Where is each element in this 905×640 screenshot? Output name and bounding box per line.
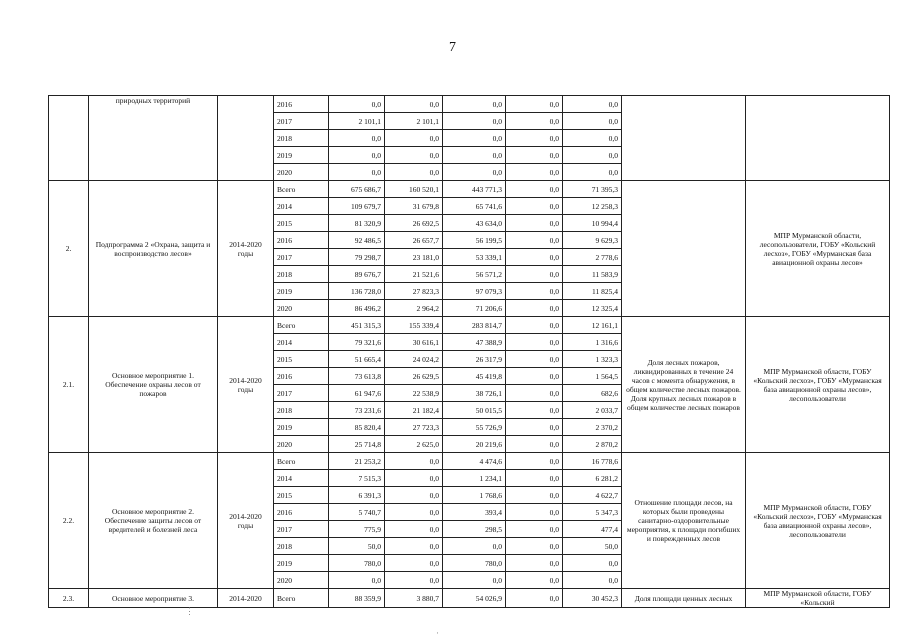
value-cell: 780,0 bbox=[329, 555, 385, 572]
scan-mark: · bbox=[436, 628, 439, 638]
value-cell: 0,0 bbox=[443, 96, 506, 113]
value-cell: 10 994,4 bbox=[563, 215, 622, 232]
value-cell: 27 823,3 bbox=[385, 283, 443, 300]
value-cell: 0,0 bbox=[506, 317, 563, 334]
value-cell: 0,0 bbox=[443, 113, 506, 130]
item-number: 2.3. bbox=[49, 589, 89, 608]
row-label: 2020 bbox=[274, 300, 329, 317]
item-period bbox=[218, 96, 274, 181]
row-label: 2017 bbox=[274, 521, 329, 538]
value-cell: 27 723,3 bbox=[385, 419, 443, 436]
value-cell: 5 740,7 bbox=[329, 504, 385, 521]
value-cell: 0,0 bbox=[385, 453, 443, 470]
row-label: Всего bbox=[274, 589, 329, 608]
item-title: природных территорий bbox=[89, 96, 218, 181]
value-cell: 0,0 bbox=[506, 487, 563, 504]
item-number: 2. bbox=[49, 181, 89, 317]
value-cell: 30 616,1 bbox=[385, 334, 443, 351]
value-cell: 2 101,1 bbox=[385, 113, 443, 130]
value-cell: 298,5 bbox=[443, 521, 506, 538]
value-cell: 2 101,1 bbox=[329, 113, 385, 130]
row-label: 2020 bbox=[274, 572, 329, 589]
value-cell: 0,0 bbox=[506, 283, 563, 300]
table-row bbox=[49, 181, 890, 198]
value-cell: 443 771,3 bbox=[443, 181, 506, 198]
value-cell: 0,0 bbox=[506, 385, 563, 402]
row-label: 2015 bbox=[274, 215, 329, 232]
value-cell: 0,0 bbox=[563, 555, 622, 572]
value-cell: 79 298,7 bbox=[329, 249, 385, 266]
value-cell: 25 714,8 bbox=[329, 436, 385, 453]
value-cell: 6 391,3 bbox=[329, 487, 385, 504]
value-cell: 21 521,6 bbox=[385, 266, 443, 283]
value-cell: 12 325,4 bbox=[563, 300, 622, 317]
value-cell: 0,0 bbox=[506, 589, 563, 608]
value-cell: 0,0 bbox=[506, 504, 563, 521]
value-cell: 97 079,3 bbox=[443, 283, 506, 300]
value-cell: 56 199,5 bbox=[443, 232, 506, 249]
value-cell: 38 726,1 bbox=[443, 385, 506, 402]
value-cell: 11 583,9 bbox=[563, 266, 622, 283]
value-cell: 2 370,2 bbox=[563, 419, 622, 436]
value-cell: 55 726,9 bbox=[443, 419, 506, 436]
value-cell: 6 281,2 bbox=[563, 470, 622, 487]
value-cell: 0,0 bbox=[506, 453, 563, 470]
value-cell: 1 323,3 bbox=[563, 351, 622, 368]
value-cell: 16 778,6 bbox=[563, 453, 622, 470]
value-cell: 775,9 bbox=[329, 521, 385, 538]
value-cell: 451 315,3 bbox=[329, 317, 385, 334]
value-cell: 71 395,3 bbox=[563, 181, 622, 198]
value-cell: 88 359,9 bbox=[329, 589, 385, 608]
value-cell: 477,4 bbox=[563, 521, 622, 538]
row-label: 2017 bbox=[274, 113, 329, 130]
value-cell: 0,0 bbox=[385, 470, 443, 487]
value-cell: 0,0 bbox=[506, 402, 563, 419]
value-cell: 0,0 bbox=[506, 470, 563, 487]
value-cell: 4 474,6 bbox=[443, 453, 506, 470]
value-cell: 54 026,9 bbox=[443, 589, 506, 608]
value-cell: 43 634,0 bbox=[443, 215, 506, 232]
table-row bbox=[49, 96, 890, 113]
row-label: 2016 bbox=[274, 232, 329, 249]
value-cell: 1 768,6 bbox=[443, 487, 506, 504]
value-cell: 89 676,7 bbox=[329, 266, 385, 283]
value-cell: 45 419,8 bbox=[443, 368, 506, 385]
item-title: Основное мероприятие 2. Обеспечение защиты лесов от вредителей и болезней леса bbox=[89, 453, 218, 589]
value-cell: 0,0 bbox=[443, 164, 506, 181]
value-cell: 0,0 bbox=[329, 96, 385, 113]
item-title: Основное мероприятие 1. Обеспечение охраны лесов от пожаров bbox=[89, 317, 218, 453]
row-label: 2017 bbox=[274, 385, 329, 402]
value-cell: 0,0 bbox=[506, 555, 563, 572]
table-row bbox=[49, 453, 890, 470]
value-cell: 26 657,7 bbox=[385, 232, 443, 249]
value-cell: 12 258,3 bbox=[563, 198, 622, 215]
value-cell: 0,0 bbox=[385, 521, 443, 538]
item-period: 2014-2020 годы bbox=[218, 317, 274, 453]
value-cell: 160 520,1 bbox=[385, 181, 443, 198]
value-cell: 0,0 bbox=[443, 538, 506, 555]
row-label: Всего bbox=[274, 317, 329, 334]
row-label: 2016 bbox=[274, 504, 329, 521]
value-cell: 0,0 bbox=[563, 113, 622, 130]
value-cell: 682,6 bbox=[563, 385, 622, 402]
value-cell: 73 613,8 bbox=[329, 368, 385, 385]
scan-mark: ⋮ bbox=[185, 606, 194, 616]
item-indicator: Отношение площади лесов, на которых были проведены санитарно-оздоровительные мероприятия, к площади погибших и поврежденных лесов bbox=[622, 453, 746, 589]
item-period: 2014-2020 bbox=[218, 589, 274, 608]
value-cell: 0,0 bbox=[563, 147, 622, 164]
value-cell: 3 880,7 bbox=[385, 589, 443, 608]
budget-table bbox=[48, 95, 890, 608]
item-number bbox=[49, 96, 89, 181]
row-label: 2015 bbox=[274, 487, 329, 504]
value-cell: 0,0 bbox=[506, 521, 563, 538]
value-cell: 4 622,7 bbox=[563, 487, 622, 504]
value-cell: 0,0 bbox=[563, 96, 622, 113]
row-label: 2018 bbox=[274, 130, 329, 147]
value-cell: 0,0 bbox=[506, 147, 563, 164]
item-indicator: Доля площади ценных лесных bbox=[622, 589, 746, 608]
value-cell: 53 339,1 bbox=[443, 249, 506, 266]
value-cell: 26 692,5 bbox=[385, 215, 443, 232]
row-label: 2016 bbox=[274, 96, 329, 113]
value-cell: 780,0 bbox=[443, 555, 506, 572]
value-cell: 0,0 bbox=[329, 147, 385, 164]
value-cell: 1 564,5 bbox=[563, 368, 622, 385]
item-indicator bbox=[622, 181, 746, 317]
row-label: 2014 bbox=[274, 198, 329, 215]
item-period: 2014-2020 годы bbox=[218, 453, 274, 589]
item-period: 2014-2020 годы bbox=[218, 181, 274, 317]
value-cell: 65 741,6 bbox=[443, 198, 506, 215]
value-cell: 21 182,4 bbox=[385, 402, 443, 419]
value-cell: 2 778,6 bbox=[563, 249, 622, 266]
value-cell: 0,0 bbox=[506, 334, 563, 351]
value-cell: 0,0 bbox=[506, 249, 563, 266]
table-row bbox=[49, 317, 890, 334]
value-cell: 0,0 bbox=[506, 232, 563, 249]
row-label: 2017 bbox=[274, 249, 329, 266]
value-cell: 0,0 bbox=[329, 130, 385, 147]
value-cell: 0,0 bbox=[385, 504, 443, 521]
value-cell: 2 964,2 bbox=[385, 300, 443, 317]
row-label: 2020 bbox=[274, 436, 329, 453]
value-cell: 0,0 bbox=[506, 164, 563, 181]
value-cell: 11 825,4 bbox=[563, 283, 622, 300]
value-cell: 71 206,6 bbox=[443, 300, 506, 317]
item-title: Подпрограмма 2 «Охрана, защита и воспроизводство лесов» bbox=[89, 181, 218, 317]
value-cell: 0,0 bbox=[506, 96, 563, 113]
row-label: 2014 bbox=[274, 334, 329, 351]
row-label: 2018 bbox=[274, 402, 329, 419]
value-cell: 51 665,4 bbox=[329, 351, 385, 368]
value-cell: 0,0 bbox=[506, 436, 563, 453]
value-cell: 79 321,6 bbox=[329, 334, 385, 351]
row-label: 2019 bbox=[274, 419, 329, 436]
row-label: 2019 bbox=[274, 555, 329, 572]
value-cell: 0,0 bbox=[329, 164, 385, 181]
value-cell: 81 320,9 bbox=[329, 215, 385, 232]
value-cell: 56 571,2 bbox=[443, 266, 506, 283]
value-cell: 155 339,4 bbox=[385, 317, 443, 334]
value-cell: 675 686,7 bbox=[329, 181, 385, 198]
value-cell: 0,0 bbox=[506, 300, 563, 317]
value-cell: 2 870,2 bbox=[563, 436, 622, 453]
item-responsible: МПР Мурманской области, ГОБУ «Кольский лесхоз», ГОБУ «Мурманская база авиационной охраны лесов», лесопользователи bbox=[746, 317, 890, 453]
value-cell: 393,4 bbox=[443, 504, 506, 521]
value-cell: 73 231,6 bbox=[329, 402, 385, 419]
value-cell: 22 538,9 bbox=[385, 385, 443, 402]
item-responsible: МПР Мурманской области, ГОБУ «Кольский bbox=[746, 589, 890, 608]
value-cell: 0,0 bbox=[385, 96, 443, 113]
value-cell: 0,0 bbox=[443, 130, 506, 147]
value-cell: 50,0 bbox=[563, 538, 622, 555]
item-number: 2.2. bbox=[49, 453, 89, 589]
value-cell: 7 515,3 bbox=[329, 470, 385, 487]
value-cell: 5 347,3 bbox=[563, 504, 622, 521]
value-cell: 0,0 bbox=[563, 572, 622, 589]
value-cell: 1 316,6 bbox=[563, 334, 622, 351]
value-cell: 20 219,6 bbox=[443, 436, 506, 453]
value-cell: 0,0 bbox=[506, 113, 563, 130]
item-title: Основное мероприятие 3. bbox=[89, 589, 218, 608]
value-cell: 0,0 bbox=[506, 572, 563, 589]
value-cell: 0,0 bbox=[506, 419, 563, 436]
value-cell: 0,0 bbox=[506, 368, 563, 385]
row-label: 2015 bbox=[274, 351, 329, 368]
value-cell: 85 820,4 bbox=[329, 419, 385, 436]
item-number: 2.1. bbox=[49, 317, 89, 453]
value-cell: 0,0 bbox=[385, 555, 443, 572]
value-cell: 86 496,2 bbox=[329, 300, 385, 317]
value-cell: 12 161,1 bbox=[563, 317, 622, 334]
value-cell: 61 947,6 bbox=[329, 385, 385, 402]
item-responsible: МПР Мурманской области, ГОБУ «Кольский лесхоз», ГОБУ «Мурманская база авиационной охраны лесов», лесопользователи bbox=[746, 453, 890, 589]
value-cell: 23 181,0 bbox=[385, 249, 443, 266]
value-cell: 283 814,7 bbox=[443, 317, 506, 334]
value-cell: 50,0 bbox=[329, 538, 385, 555]
value-cell: 0,0 bbox=[506, 130, 563, 147]
page-number: 7 bbox=[449, 40, 456, 55]
row-label: 2018 bbox=[274, 538, 329, 555]
value-cell: 0,0 bbox=[506, 181, 563, 198]
value-cell: 9 629,3 bbox=[563, 232, 622, 249]
row-label: Всего bbox=[274, 181, 329, 198]
value-cell: 0,0 bbox=[506, 266, 563, 283]
item-responsible bbox=[746, 96, 890, 181]
value-cell: 0,0 bbox=[563, 164, 622, 181]
value-cell: 0,0 bbox=[385, 147, 443, 164]
value-cell: 109 679,7 bbox=[329, 198, 385, 215]
value-cell: 47 388,9 bbox=[443, 334, 506, 351]
value-cell: 0,0 bbox=[385, 572, 443, 589]
value-cell: 0,0 bbox=[506, 351, 563, 368]
value-cell: 0,0 bbox=[506, 215, 563, 232]
row-label: Всего bbox=[274, 453, 329, 470]
value-cell: 0,0 bbox=[443, 572, 506, 589]
value-cell: 0,0 bbox=[385, 130, 443, 147]
row-label: 2020 bbox=[274, 164, 329, 181]
value-cell: 2 033,7 bbox=[563, 402, 622, 419]
value-cell: 0,0 bbox=[506, 538, 563, 555]
value-cell: 30 452,3 bbox=[563, 589, 622, 608]
item-responsible: МПР Мурманской области, лесопользователи, ГОБУ «Кольский лесхоз», ГОБУ «Мурманская база авиационной охраны лесов» bbox=[746, 181, 890, 317]
row-label: 2016 bbox=[274, 368, 329, 385]
table-row bbox=[49, 589, 890, 608]
value-cell: 0,0 bbox=[506, 198, 563, 215]
value-cell: 26 317,9 bbox=[443, 351, 506, 368]
value-cell: 50 015,5 bbox=[443, 402, 506, 419]
row-label: 2019 bbox=[274, 283, 329, 300]
value-cell: 31 679,8 bbox=[385, 198, 443, 215]
item-indicator: Доля лесных пожаров, ликвидированных в течение 24 часов с момента обнаружения, в общем количестве лесных пожаров. Доля крупных лесных пожаров в общем количестве лесных пожаров bbox=[622, 317, 746, 453]
value-cell: 136 728,0 bbox=[329, 283, 385, 300]
value-cell: 0,0 bbox=[443, 147, 506, 164]
value-cell: 92 486,5 bbox=[329, 232, 385, 249]
value-cell: 0,0 bbox=[385, 487, 443, 504]
value-cell: 2 625,0 bbox=[385, 436, 443, 453]
value-cell: 21 253,2 bbox=[329, 453, 385, 470]
row-label: 2014 bbox=[274, 470, 329, 487]
value-cell: 0,0 bbox=[385, 538, 443, 555]
row-label: 2018 bbox=[274, 266, 329, 283]
value-cell: 1 234,1 bbox=[443, 470, 506, 487]
row-label: 2019 bbox=[274, 147, 329, 164]
value-cell: 0,0 bbox=[385, 164, 443, 181]
item-indicator bbox=[622, 96, 746, 181]
value-cell: 0,0 bbox=[563, 130, 622, 147]
value-cell: 26 629,5 bbox=[385, 368, 443, 385]
value-cell: 0,0 bbox=[329, 572, 385, 589]
value-cell: 24 024,2 bbox=[385, 351, 443, 368]
